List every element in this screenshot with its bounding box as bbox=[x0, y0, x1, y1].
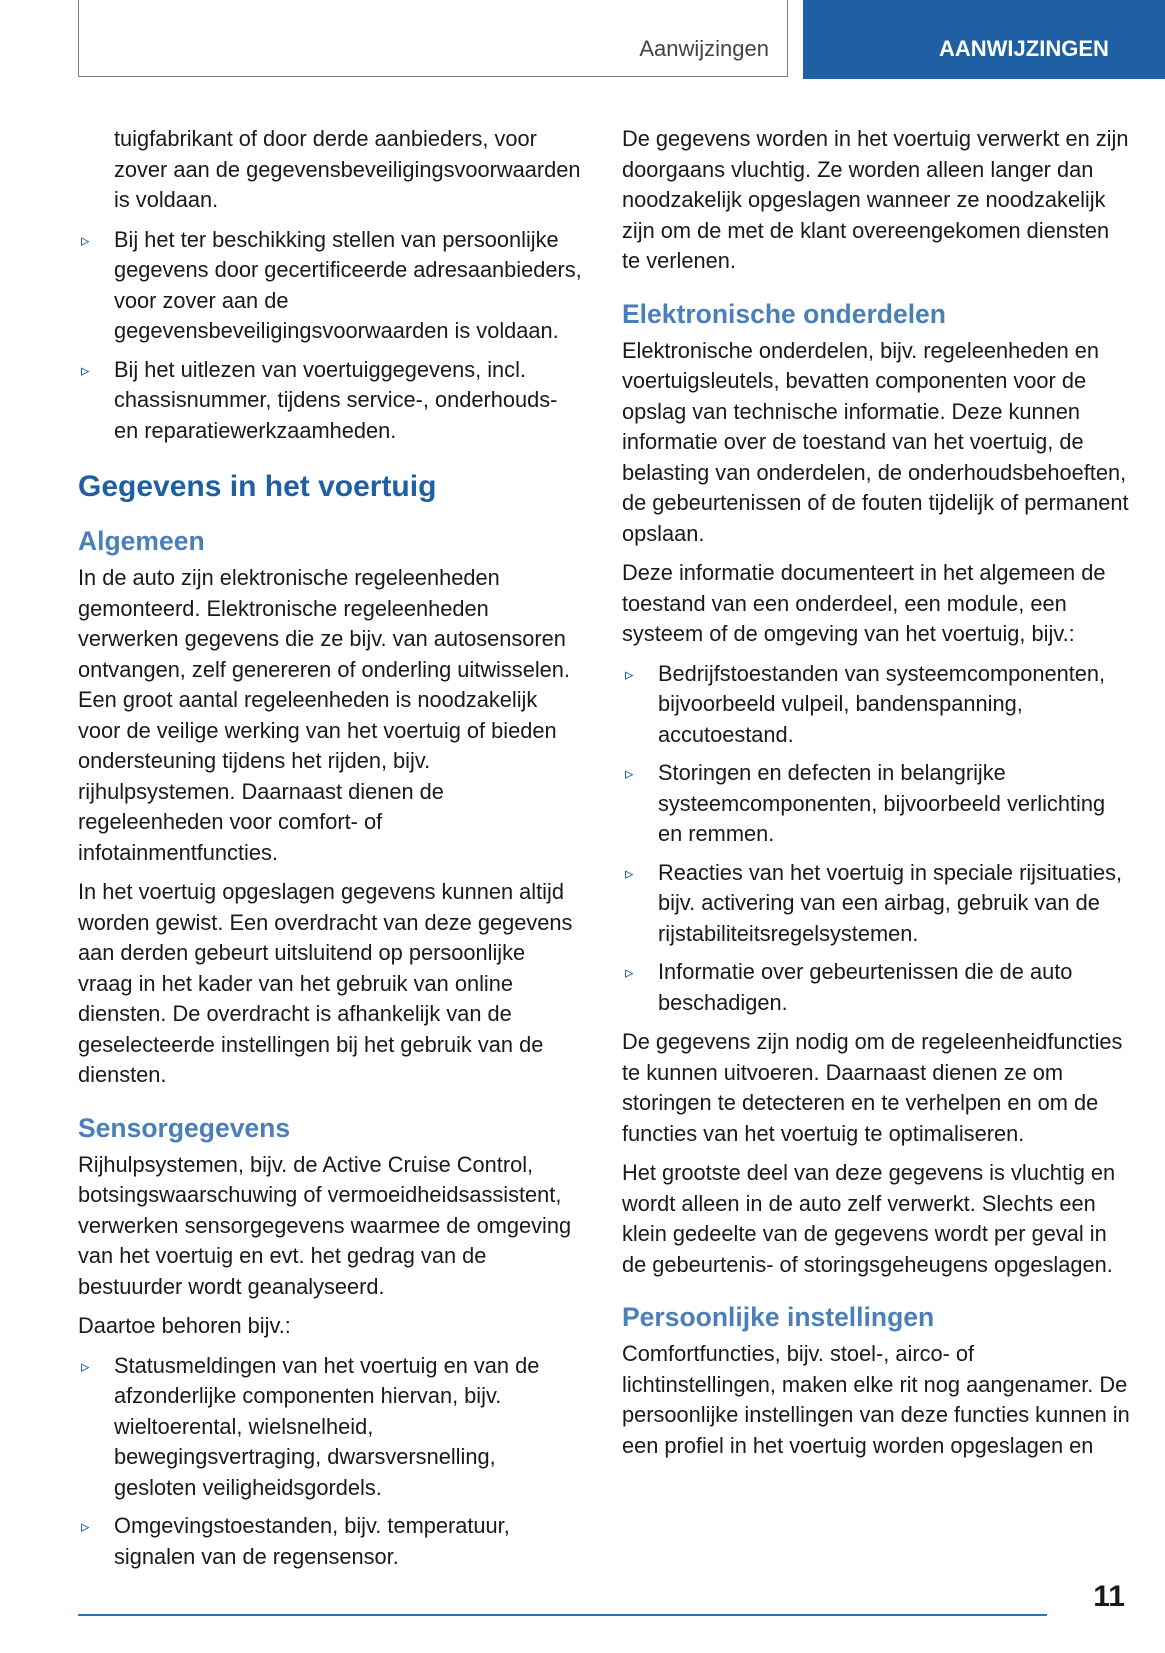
section-heading-algemeen: Algemeen bbox=[78, 526, 205, 556]
header-section-title: Aanwijzingen bbox=[639, 36, 769, 61]
chapter-heading: Gegevens in het voertuig bbox=[78, 470, 437, 503]
footer-divider bbox=[78, 1614, 1047, 1616]
bullet-list bbox=[78, 1351, 583, 1573]
continued-bullet-text: tuigfabrikant of door derde aanbieders, voor zover aan de gegevensbeveiligingsvoorwaarden is voldaan. bbox=[114, 126, 581, 212]
list-item bbox=[622, 758, 1130, 850]
paragraph: Comfortfuncties, bijv. stoel-, airco- of lichtinstellingen, maken elke rit nog aangenamer. De persoonlijke instellingen van deze functies kunnen in een profiel in het voertuig worden opgeslagen en bbox=[622, 1341, 1130, 1458]
bullet-triangle-icon: ▹ bbox=[625, 764, 634, 783]
bullet-list bbox=[622, 659, 1130, 1019]
list-item-text: Reacties van het voertuig in speciale rijsituaties, bijv. activering van een airbag, gebruik van de rijstabiliteitsregelsystemen. bbox=[658, 859, 1123, 946]
paragraph: De gegevens worden in het voertuig verwerkt en zijn doorgaans vluchtig. Ze worden alleen langer dan noodzakelijk opgeslagen wanneer ze noodzakelijk zijn om de met de klant overeengekomen diensten te verlenen. bbox=[622, 126, 1129, 273]
paragraph: Het grootste deel van deze gegevens is vluchtig en wordt alleen in de auto zelf verwerkt. Slechts een klein gedeelte van de gegevens wordt per geval in de gebeurtenis- of storingsgeheugens opgeslagen. bbox=[622, 1160, 1116, 1277]
paragraph: In de auto zijn elektronische regeleenheden gemonteerd. Elektronische regeleenheden verwerken gegevens die ze bijv. van autosensoren ontvangen, zelf genereren of onderling uitwisselen. Een groot aantal regeleenheden is noodzakelijk voor de veilige werking van het voertuig of bieden ondersteuning tijdens het rijden, bijv. rijhulpsystemen. Daarnaast dienen de regeleenheden voor comfort- of infotainmentfuncties. bbox=[78, 565, 570, 865]
left-column bbox=[78, 124, 583, 1581]
bullet-triangle-icon: ▹ bbox=[81, 1356, 90, 1376]
paragraph: Deze informatie documenteert in het algemeen de toestand van een onderdeel, een module, een systeem of de omgeving van het voertuig, bijv.: bbox=[622, 560, 1106, 646]
list-item bbox=[78, 1511, 583, 1572]
section-heading-elektronische-onderdelen: Elektronische onderdelen bbox=[622, 298, 946, 329]
paragraph: De gegevens zijn nodig om de regeleenheidfuncties te kunnen uitvoeren. Daarnaast dienen ze om storingen te detecteren en te verhelpen en om de functies van het voertuig te optimaliseren. bbox=[622, 1029, 1123, 1146]
section-heading-persoonlijke-instellingen: Persoonlijke instellingen bbox=[622, 1302, 935, 1332]
list-item bbox=[78, 355, 583, 447]
list-item bbox=[78, 225, 583, 347]
paragraph: Rijhulpsystemen, bijv. de Active Cruise Control, botsingswaarschuwing of vermoeidheidsassistent, verwerken sensorgegevens waarmee de omgeving van het voertuig en evt. het gedrag van de bestuurder wordt geanalyseerd. bbox=[78, 1151, 572, 1299]
list-item-text: Informatie over gebeurtenissen die de auto beschadigen. bbox=[658, 959, 1073, 1015]
header-chapter-tab: AANWIJZINGEN bbox=[803, 0, 1165, 79]
list-item-text: Statusmeldingen van het voertuig en van de afzonderlijke componenten hiervan, bijv. wieltoerental, wielsnelheid, bewegingsvertraging, dwarsversnelling, gesloten veiligheidsgordels. bbox=[114, 1352, 540, 1500]
list-item-text: Bedrijfstoestanden van systeemcomponenten, bijvoorbeeld vulpeil, bandenspanning, accutoestand. bbox=[658, 660, 1106, 747]
paragraph: Elektronische onderdelen, bijv. regeleenheden en voertuigsleutels, bevatten componenten voor de opslag van technische informatie. Deze kunnen informatie over de toestand van het voertuig, de belasting van onderdelen, de onderhoudsbehoeften, de gebeurtenissen of de fouten tijdelijk of permanent opslaan. bbox=[622, 337, 1129, 546]
bullet-list bbox=[78, 225, 583, 447]
list-item bbox=[622, 957, 1130, 1018]
list-item bbox=[78, 1351, 583, 1504]
paragraph: In het voertuig opgeslagen gegevens kunnen altijd worden gewist. Een overdracht van deze gegevens aan derden gebeurt uitsluitend op persoonlijke vraag in het kader van het gebruik van online diensten. De overdracht is afhankelijk van de geselecteerde instellingen bij het gebruik van de diensten. bbox=[78, 879, 573, 1087]
bullet-triangle-icon: ▹ bbox=[81, 360, 90, 380]
list-item-text: Omgevingstoestanden, bijv. temperatuur, signalen van de regensensor. bbox=[114, 1513, 510, 1569]
paragraph: Daartoe behoren bijv.: bbox=[78, 1313, 291, 1338]
page-number: 11 bbox=[1093, 1580, 1125, 1613]
bullet-triangle-icon: ▹ bbox=[625, 863, 634, 883]
section-heading-sensorgegevens: Sensorgegevens bbox=[78, 1112, 291, 1143]
header-frame bbox=[78, 0, 788, 77]
bullet-triangle-icon: ▹ bbox=[81, 230, 90, 250]
list-item-text: Storingen en defecten in belangrijke systeemcomponenten, bijvoorbeeld verlichting en remmen. bbox=[658, 760, 1106, 846]
list-item bbox=[622, 659, 1130, 751]
bullet-triangle-icon: ▹ bbox=[625, 963, 634, 982]
right-column bbox=[622, 124, 1130, 1470]
list-item-text: Bij het uitlezen van voertuiggegevens, incl. chassisnummer, tijdens service-, onderhouds- en reparatiewerkzaamheden. bbox=[114, 356, 558, 443]
bullet-triangle-icon: ▹ bbox=[625, 664, 634, 684]
bullet-triangle-icon: ▹ bbox=[81, 1517, 90, 1536]
list-item-text: Bij het ter beschikking stellen van persoonlijke gegevens door gecertificeerde adresaanbieders, voor zover aan de gegevensbeveiligingsvoorwaarden is voldaan. bbox=[114, 226, 582, 343]
list-item bbox=[622, 858, 1130, 950]
